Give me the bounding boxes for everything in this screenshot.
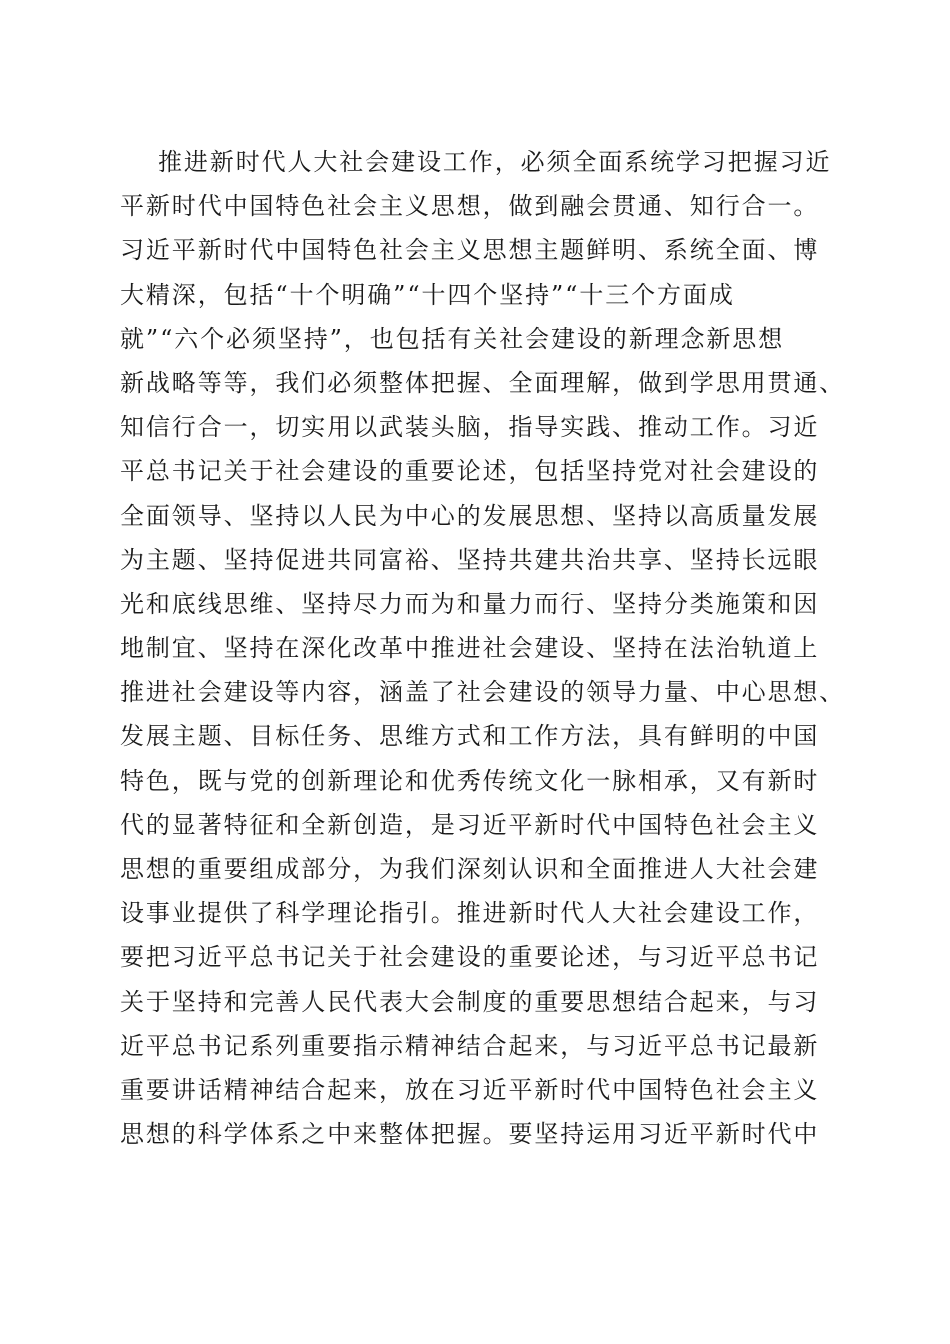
text-line-7: 知信行合一，切实用以武装头脑，指导实践、推动工作。习近	[120, 413, 820, 442]
text-line-19: 要把习近平总书记关于社会建设的重要论述，与习近平总书记	[120, 943, 820, 972]
text-line-11: 光和底线思维、坚持尽力而为和量力而行、坚持分类施策和因	[120, 589, 820, 618]
text-line-8: 平总书记关于社会建设的重要论述，包括坚持党对社会建设的	[120, 457, 820, 486]
text-line-10: 为主题、坚持促进共同富裕、坚持共建共治共享、坚持长远眼	[120, 545, 820, 574]
text-line-3: 习近平新时代中国特色社会主义思想主题鲜明、系统全面、博	[120, 236, 820, 265]
text-line-13: 推进社会建设等内容，涵盖了社会建设的领导力量、中心思想、	[120, 678, 846, 707]
text-line-20: 关于坚持和完善人民代表大会制度的重要思想结合起来，与习	[120, 987, 820, 1016]
text-line-21: 近平总书记系列重要指示精神结合起来，与习近平总书记最新	[120, 1031, 820, 1060]
body-paragraph	[120, 140, 846, 1156]
text-line-9: 全面领导、坚持以人民为中心的发展思想、坚持以高质量发展	[120, 501, 820, 530]
text-line-12: 地制宜、坚持在深化改革中推进社会建设、坚持在法治轨道上	[120, 634, 820, 663]
text-line-17: 思想的重要组成部分，为我们深刻认识和全面推进人大社会建	[120, 855, 820, 883]
text-line-16: 代的显著特征和全新创造，是习近平新时代中国特色社会主义	[120, 810, 820, 839]
text-line-15: 特色，既与党的创新理论和优秀传统文化一脉相承，又有新时	[120, 766, 820, 795]
text-line-18: 设事业提供了科学理论指引。推进新时代人大社会建设工作，	[120, 899, 820, 928]
text-line-1: 推进新时代人大社会建设工作，必须全面系统学习把握习近	[158, 148, 832, 176]
text-line-2: 平新时代中国特色社会主义思想，做到融会贯通、知行合一。	[120, 192, 820, 221]
text-line-22: 重要讲话精神结合起来，放在习近平新时代中国特色社会主义	[120, 1075, 820, 1104]
text-line-14: 发展主题、目标任务、思维方式和工作方法，具有鲜明的中国	[120, 722, 820, 751]
text-line-6: 新战略等等，我们必须整体把握、全面理解，做到学思用贯通、	[120, 368, 846, 397]
text-line-5: 就”“六个必须坚持”，也包括有关社会建设的新理念新思想	[120, 324, 785, 353]
text-line-23: 思想的科学体系之中来整体把握。要坚持运用习近平新时代中	[120, 1120, 820, 1149]
text-line-4: 大精深，包括“十个明确”“十四个坚持”“十三个方面成	[120, 280, 735, 309]
